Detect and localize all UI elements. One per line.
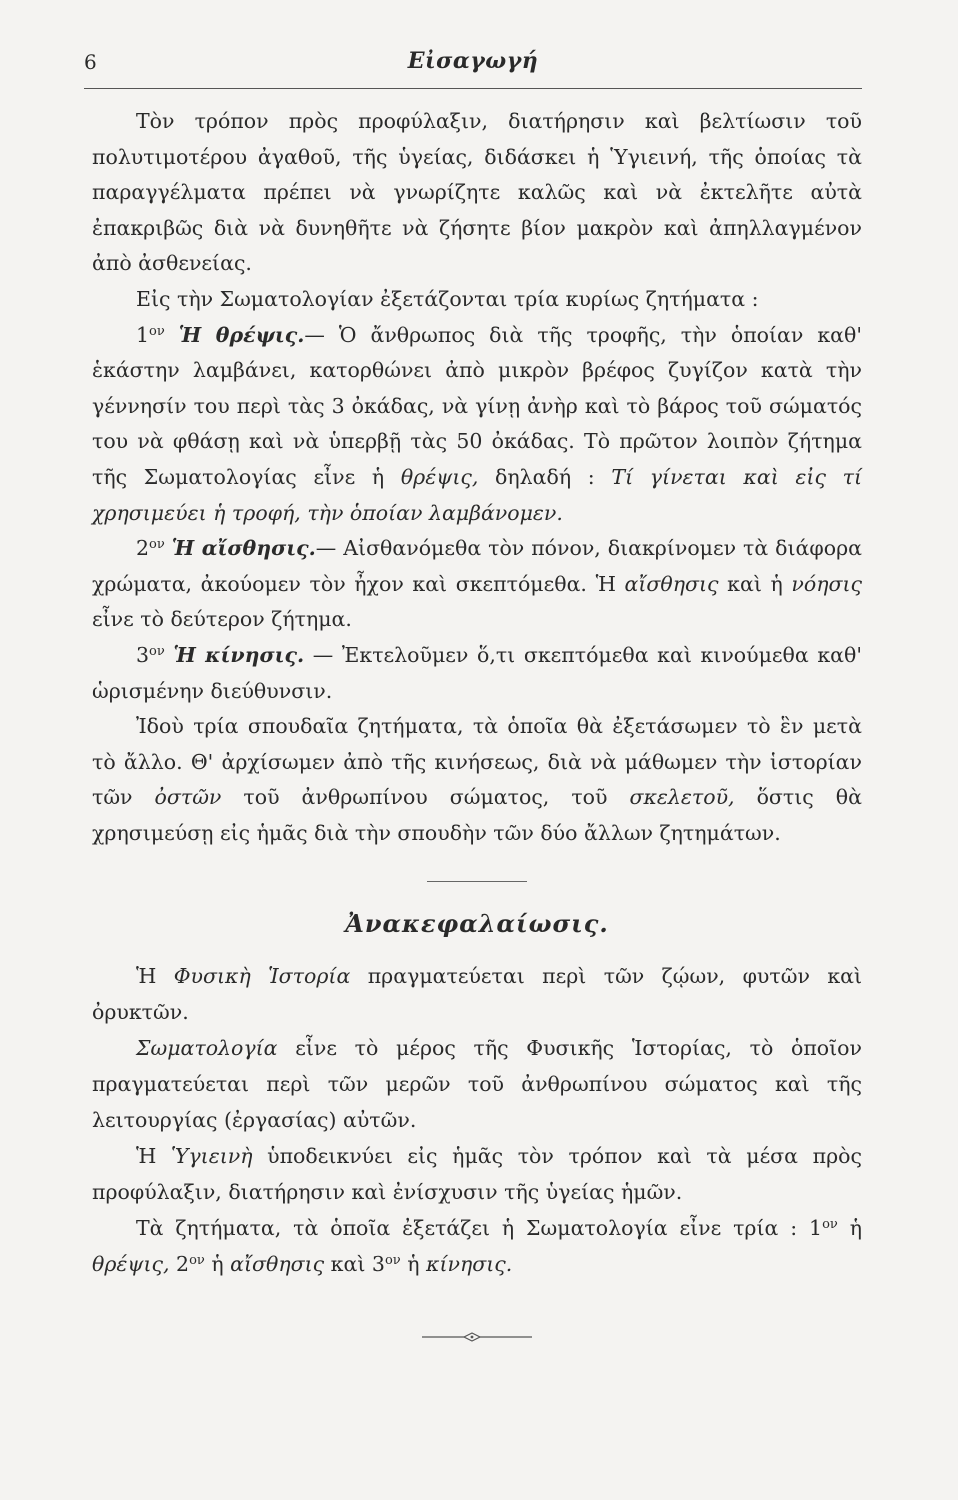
closing-part2: τοῦ ἀνθρωπίνου σώματος, τοῦ xyxy=(221,785,630,810)
topic-2-name: Ἡ αἴσθησις. xyxy=(171,536,316,561)
summary-p2-term: Σωματολογία xyxy=(136,1036,278,1061)
closing-part3: ὅστις θὰ χρησιμεύσῃ εἰς ἡμᾶς διὰ τὴν σπουδὴν τῶν δύο ἄλλων ζητημάτων. xyxy=(92,785,862,845)
summary-p4-t3: κίνησις. xyxy=(426,1252,513,1277)
page-number: 6 xyxy=(84,50,97,74)
topic-2-text: — Αἰσθανόμεθα τὸν πόνον, διακρίνομεν τὰ διάφορα χρώματα, ἀκούομεν τὸν ἦχον καὶ σκεπτόμεθα. Ἡ xyxy=(92,536,862,596)
summary-p4-sup1: ον xyxy=(822,1217,838,1233)
summary-p4-b: ἡ xyxy=(837,1216,862,1241)
topic-1 xyxy=(92,318,862,532)
end-ornament xyxy=(422,1332,532,1342)
topic-2 xyxy=(92,531,862,638)
topic-2-term2: νόησις xyxy=(791,571,862,596)
topic-3-sup: ον xyxy=(149,643,165,659)
summary-p4-sup2: ον xyxy=(189,1253,205,1269)
summary-p4-c: 2 xyxy=(169,1252,190,1277)
topic-2-and: καὶ ἡ xyxy=(718,571,792,596)
topic-1-sup: ον xyxy=(149,323,165,339)
header-rule xyxy=(84,88,862,89)
summary-p1-b: πραγματεύεται περὶ τῶν ζῴων, φυτῶν καὶ ὀρυκτῶν. xyxy=(92,964,863,1025)
summary-p3-b: ὑποδεικνύει εἰς ἡμᾶς τὸν τρόπον καὶ τὰ μέσα πρὸς προφύλαξιν, διατήρησιν καὶ ἐνίσχυσιν τῆς ὑγείας ἡμῶν. xyxy=(92,1144,862,1205)
summary-p4-t1: θρέψις, xyxy=(92,1252,170,1277)
page-body xyxy=(92,104,862,1342)
topic-1-num: 1 xyxy=(136,322,150,347)
topic-3-num: 3 xyxy=(136,642,150,667)
page-header xyxy=(84,42,862,82)
summary-p3-a: Ἡ xyxy=(136,1144,171,1169)
summary-section xyxy=(92,958,862,1282)
summary-p4-e: καὶ 3 xyxy=(324,1252,385,1277)
topic-1-question: Τί γίνεται καὶ εἰς τί χρησιμεύει ἡ τροφή, τὴν ὁποίαν λαμβάνομεν. xyxy=(92,464,863,525)
summary-p4-f: ἡ xyxy=(400,1252,426,1277)
summary-p1-a: Ἡ xyxy=(136,964,174,989)
topic-3 xyxy=(92,638,862,709)
summary-p4-sup3: ον xyxy=(384,1253,401,1269)
summary-title: Ἀνακεφαλαίωσις. xyxy=(345,909,609,939)
closing-part1: Ἰδοὺ τρία σπουδαῖα ζητήματα, τὰ ὁποῖα θὰ ἐξετάσωμεν τὸ ἓν μετὰ τὸ ἄλλο. Θ' ἀρχίσωμεν ἀπὸ τῆς κινήσεως, διὰ νὰ μάθωμεν τὴν ἱστορίαν τῶν xyxy=(92,714,862,810)
topic-1-name: Ἡ θρέψις. xyxy=(178,322,305,347)
topic-2-term1: αἴσθησις xyxy=(624,571,719,596)
topic-2-tail: εἶνε τὸ δεύτερον ζήτημα. xyxy=(92,607,352,632)
closing-term2: σκελετοῦ, xyxy=(629,785,735,810)
topic-3-text: — Ἐκτελοῦμεν ὅ,τι σκεπτόμεθα καὶ κινούμεθα καθ' ὡρισμένην διεύθυνσιν. xyxy=(92,642,862,703)
topic-2-sup: ον xyxy=(149,537,165,553)
summary-p4-a: Τὰ ζητήματα, τὰ ὁποῖα ἐξετάζει ἡ Σωματολογία εἶνε τρία : 1 xyxy=(136,1216,823,1241)
summary-p2 xyxy=(92,1030,862,1138)
section-divider xyxy=(427,881,527,882)
summary-p4 xyxy=(92,1210,862,1282)
topic-1-text: — Ὁ ἄνθρωπος διὰ τῆς τροφῆς, τὴν ὁποίαν καθ' ἑκάστην λαμβάνει, κατορθώνει ἀπὸ μικρὸν βρέφος ζυγίζον κατὰ τὴν γέννησίν του περὶ τὰς 3 ὀκάδας, νὰ γίνῃ ἀνὴρ καὶ τὸ βάρος τοῦ σώματός του νὰ φθάσῃ καὶ νὰ ὑπερβῇ τὰς 50 ὀκάδας. Τὸ πρῶτον λοιπὸν ζήτημα τῆς Σωματολογίας εἶνε ἡ xyxy=(92,322,862,489)
intro-paragraph: Τὸν τρόπον πρὸς προφύλαξιν, διατήρησιν καὶ βελτίωσιν τοῦ πολυτιμοτέρου ἀγαθοῦ, τῆς ὑγείας, διδάσκει ἡ Ὑγιεινή, τῆς ὁποίας τὰ παραγγέλματα πρέπει νὰ γνωρίζητε καλῶς καὶ νὰ ἐκτελῆτε αὐτὰ ἐπακριβῶς διὰ νὰ δυνηθῆτε νὰ ζήσητε βίον μακρὸν καὶ ἀπηλλαγμένον ἀπὸ ἀσθενείας. xyxy=(92,109,862,276)
topic-2-num: 2 xyxy=(136,536,150,561)
summary-p3 xyxy=(92,1138,862,1210)
topic-1-term: θρέψις, xyxy=(400,464,479,489)
summary-p4-d: ἡ xyxy=(204,1252,231,1277)
summary-p3-term: Ὑγιεινὴ xyxy=(170,1144,253,1169)
summary-p1 xyxy=(92,958,862,1030)
closing-term1: ὀστῶν xyxy=(154,785,222,810)
intro-lead: Εἰς τὴν Σωματολογίαν ἐξετάζονται τρία κυρίως ζητήματα : xyxy=(136,286,759,311)
closing-paragraph xyxy=(92,709,862,851)
summary-p4-t2: αἴσθησις xyxy=(230,1252,325,1277)
topic-3-name: Ἡ κίνησις. xyxy=(173,642,305,667)
summary-p1-term: Φυσικὴ Ἱστορία xyxy=(173,964,351,989)
running-title: Εἰσαγωγή xyxy=(407,48,539,74)
topic-1-mid: δηλαδή : xyxy=(478,464,612,489)
summary-p2-b: εἶνε τὸ μέρος τῆς Φυσικῆς Ἱστορίας, τὸ ὁποῖον πραγματεύεται περὶ τῶν μερῶν τοῦ ἀνθρωπίνου σώματος καὶ τῆς λειτουργίας (ἐργασίας) αὐτῶν. xyxy=(92,1036,862,1133)
